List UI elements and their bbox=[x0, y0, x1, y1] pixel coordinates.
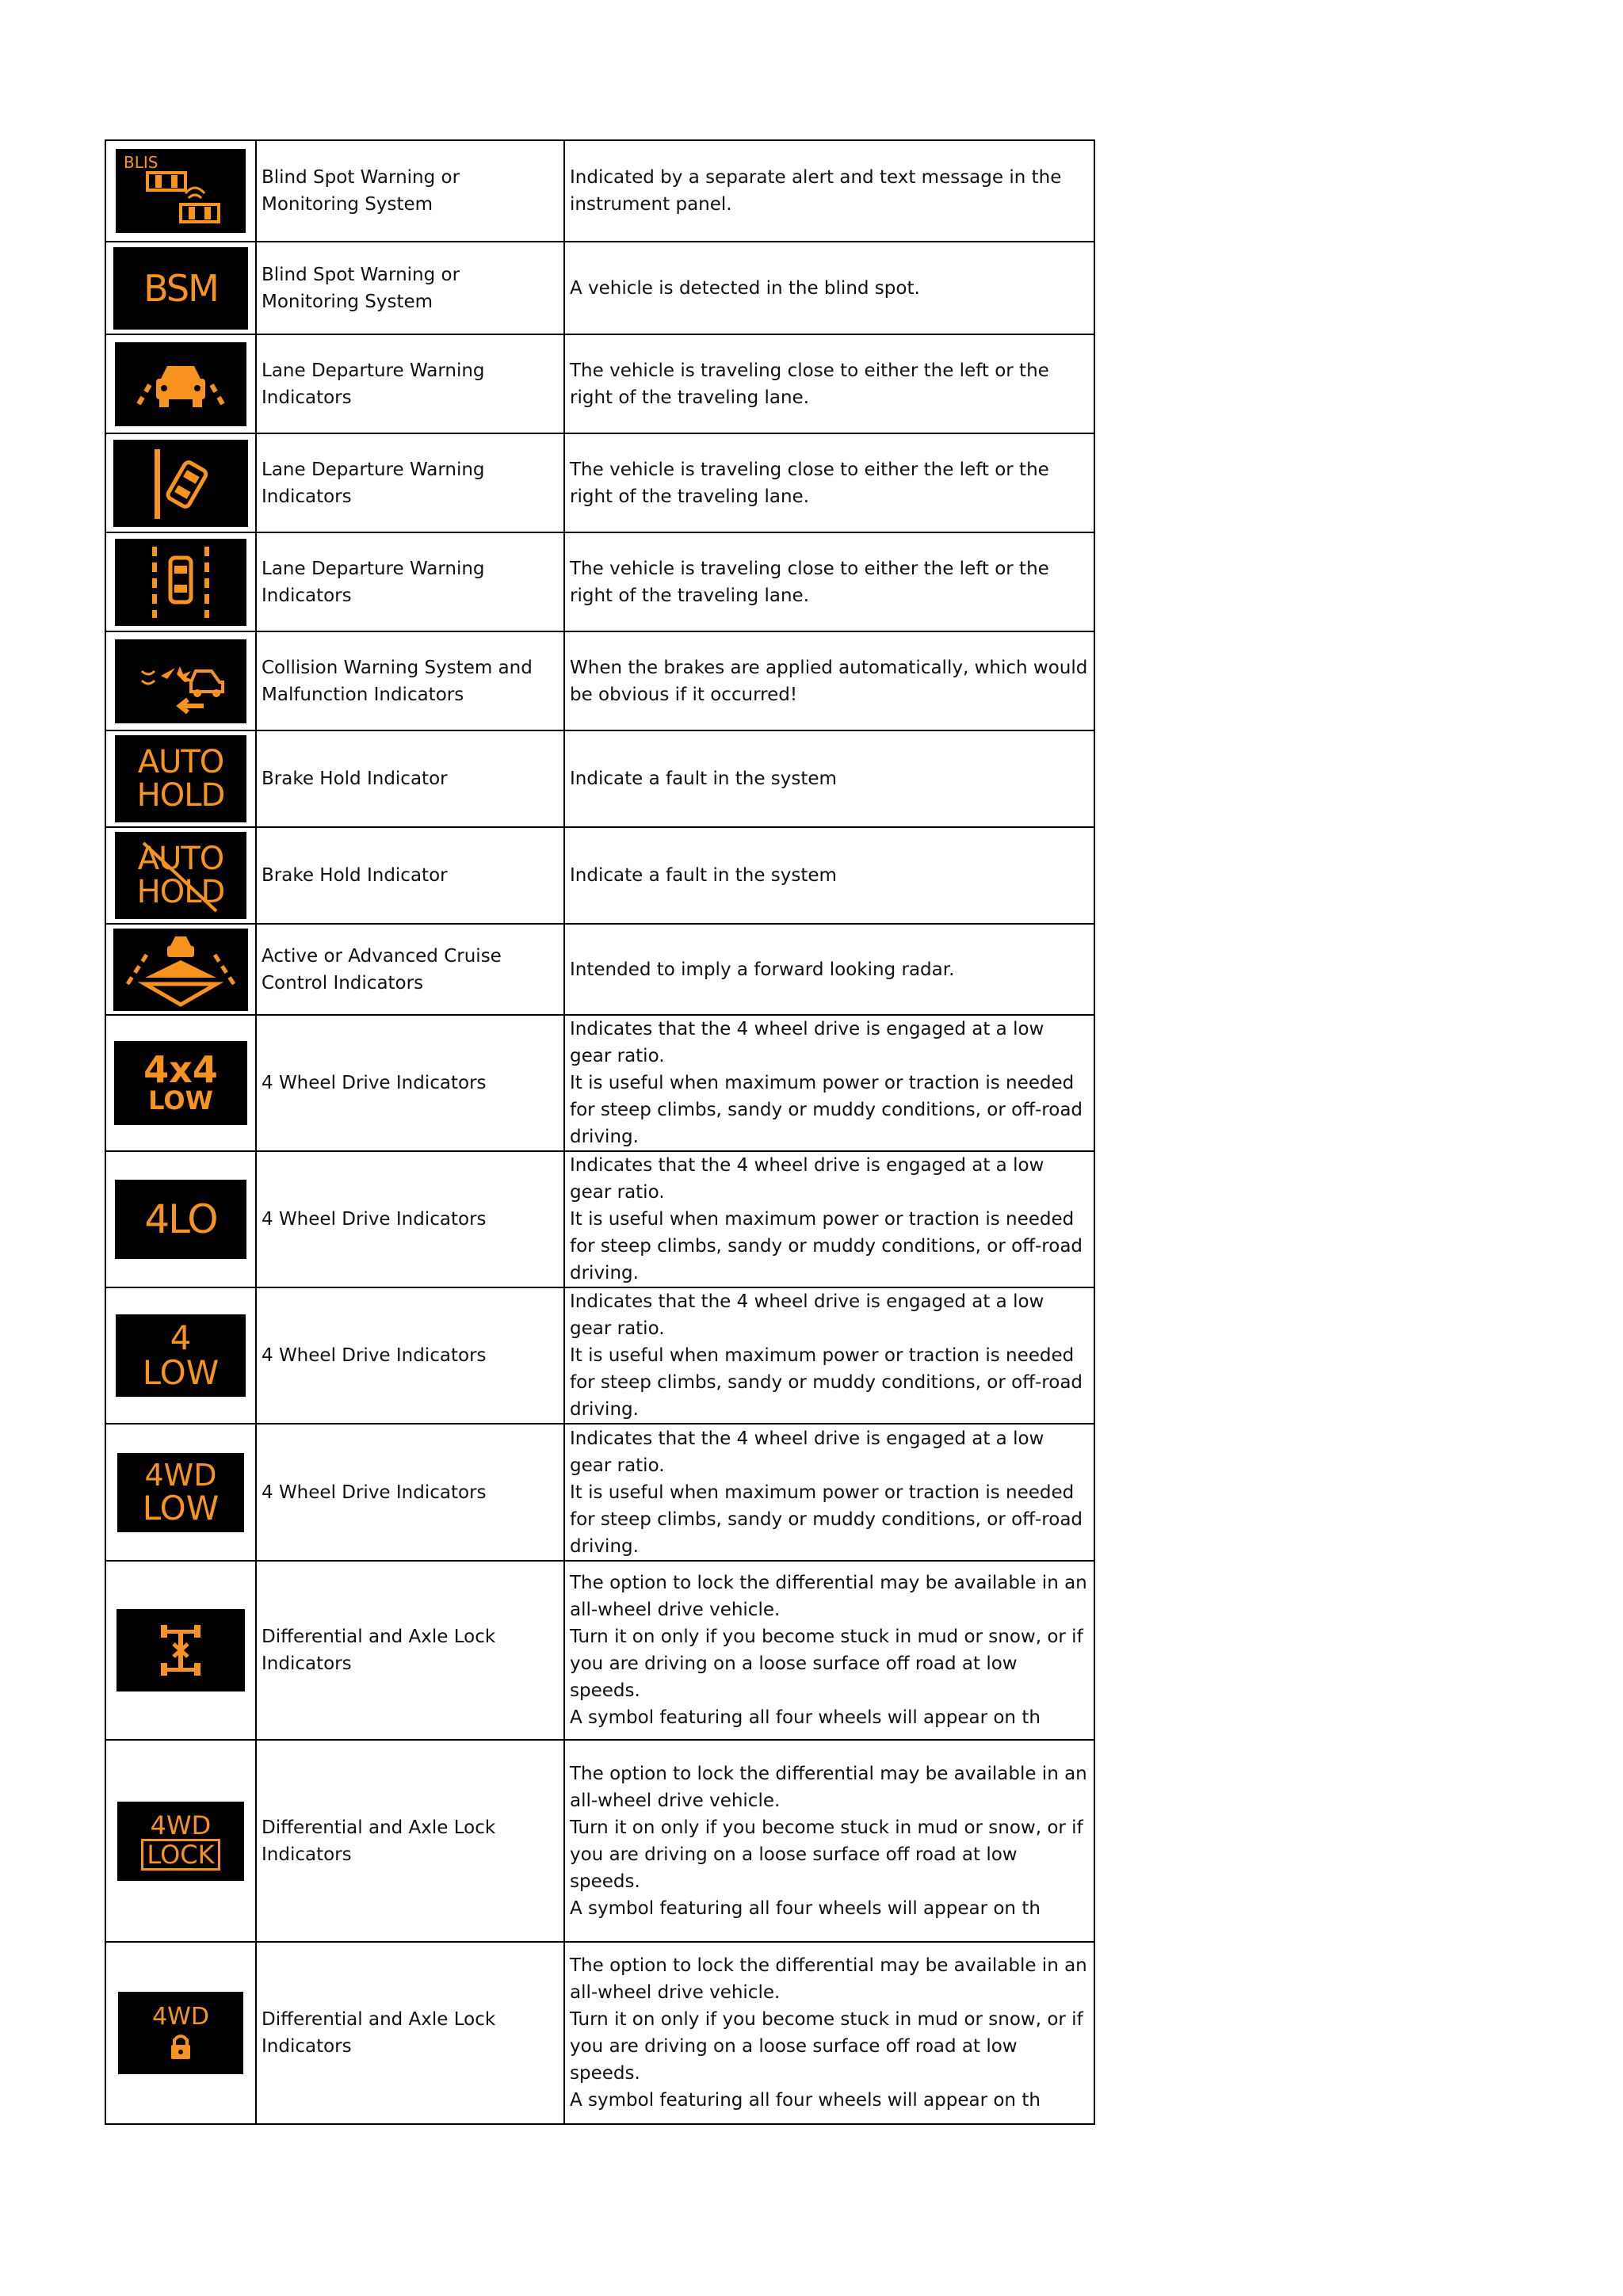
auto-hold-fault-icon bbox=[115, 832, 246, 919]
icon-cell bbox=[105, 140, 256, 242]
lane-departure-car-tilt-icon bbox=[113, 440, 248, 527]
indicator-table bbox=[105, 139, 1095, 2125]
4wd-lock-icon-line2: LOCK bbox=[141, 1839, 220, 1871]
indicator-name: 4 Wheel Drive Indicators bbox=[256, 1151, 564, 1287]
indicator-description: The option to lock the differential may be available in an all-wheel drive vehicle. Turn it on only if you become stuck in mud or snow, or if you are driving on a loose surface off road at low speeds. A symbol featuring all four wheels will appear on th bbox=[564, 1561, 1094, 1740]
indicator-description: The option to lock the differential may be available in an all-wheel drive vehicle. Turn it on only if you become stuck in mud or snow, or if you are driving on a loose surface off road at low speeds. A symbol featuring all four wheels will appear on th bbox=[564, 1942, 1094, 2124]
indicator-description: Indicate a fault in the system bbox=[564, 730, 1094, 827]
auto-hold-fault-icon-line2: HOLD bbox=[136, 874, 225, 910]
indicator-description: The vehicle is traveling close to either the left or the right of the traveling lane. bbox=[564, 334, 1094, 433]
icon-cell bbox=[105, 631, 256, 730]
4wd-lock-icon bbox=[117, 1802, 244, 1881]
icon-cell bbox=[105, 1942, 256, 2124]
table-row bbox=[105, 1151, 1094, 1287]
table-row bbox=[105, 1424, 1094, 1561]
cruise-control-radar-icon bbox=[113, 929, 248, 1011]
icon-cell bbox=[105, 827, 256, 924]
indicator-description: The vehicle is traveling close to either the left or the right of the traveling lane. bbox=[564, 433, 1094, 532]
indicator-name: Active or Advanced Cruise Control Indicators bbox=[256, 924, 564, 1015]
4wd-padlock-icon-label: 4WD bbox=[152, 2003, 209, 2031]
indicator-description: Intended to imply a forward looking radar. bbox=[564, 924, 1094, 1015]
bsm-icon bbox=[113, 247, 248, 330]
icon-cell bbox=[105, 532, 256, 631]
4lo-icon-label: 4LO bbox=[144, 1196, 217, 1242]
auto-hold-icon bbox=[115, 735, 246, 822]
table-row bbox=[105, 1287, 1094, 1424]
blis-icon-label: BLIS bbox=[124, 153, 158, 172]
indicator-description: Indicates that the 4 wheel drive is engaged at a low gear ratio. It is useful when maximum power or traction is needed for steep climbs, sandy or muddy conditions, or off-road driving. bbox=[564, 1424, 1094, 1561]
indicator-name: Collision Warning System and Malfunction Indicators bbox=[256, 631, 564, 730]
table-row bbox=[105, 730, 1094, 827]
table-row bbox=[105, 1561, 1094, 1740]
icon-cell bbox=[105, 1561, 256, 1740]
indicator-name: Differential and Axle Lock Indicators bbox=[256, 1740, 564, 1942]
lane-departure-car-top-icon bbox=[115, 539, 246, 626]
lane-departure-car-front-icon bbox=[115, 342, 246, 426]
4-low-icon-line2: LOW bbox=[142, 1353, 220, 1392]
indicator-description: A vehicle is detected in the blind spot. bbox=[564, 242, 1094, 334]
table-row bbox=[105, 433, 1094, 532]
indicator-description: Indicated by a separate alert and text message in the instrument panel. bbox=[564, 140, 1094, 242]
4wd-padlock-icon bbox=[118, 1992, 243, 2074]
indicator-description: Indicates that the 4 wheel drive is engaged at a low gear ratio. It is useful when maximum power or traction is needed for steep climbs, sandy or muddy conditions, or off-road driving. bbox=[564, 1287, 1094, 1424]
table-row bbox=[105, 140, 1094, 242]
indicator-name: 4 Wheel Drive Indicators bbox=[256, 1287, 564, 1424]
icon-cell bbox=[105, 334, 256, 433]
indicator-name: Brake Hold Indicator bbox=[256, 827, 564, 924]
4lo-icon bbox=[115, 1180, 246, 1259]
indicator-name: Lane Departure Warning Indicators bbox=[256, 532, 564, 631]
4x4-low-icon bbox=[114, 1041, 247, 1125]
table-row bbox=[105, 532, 1094, 631]
indicator-description: Indicate a fault in the system bbox=[564, 827, 1094, 924]
table-row bbox=[105, 1942, 1094, 2124]
table-row bbox=[105, 242, 1094, 334]
4wd-low-icon-line1: 4WD bbox=[144, 1457, 217, 1493]
indicator-name: Blind Spot Warning or Monitoring System bbox=[256, 242, 564, 334]
4x4-low-icon-line2: LOW bbox=[148, 1085, 213, 1116]
4wd-low-icon-line2: LOW bbox=[142, 1488, 220, 1527]
indicator-name: Lane Departure Warning Indicators bbox=[256, 433, 564, 532]
indicator-description: Indicates that the 4 wheel drive is engaged at a low gear ratio. It is useful when maximum power or traction is needed for steep climbs, sandy or muddy conditions, or off-road driving. bbox=[564, 1151, 1094, 1287]
blis-icon bbox=[116, 149, 246, 233]
table-row bbox=[105, 1015, 1094, 1151]
indicator-name: 4 Wheel Drive Indicators bbox=[256, 1424, 564, 1561]
icon-cell bbox=[105, 1287, 256, 1424]
4wd-lock-icon-line1: 4WD bbox=[150, 1810, 212, 1840]
table-row bbox=[105, 827, 1094, 924]
indicator-description: The option to lock the differential may be available in an all-wheel drive vehicle. Turn it on only if you become stuck in mud or snow, or if you are driving on a loose surface off road at low speeds. A symbol featuring all four wheels will appear on th bbox=[564, 1740, 1094, 1942]
4x4-low-icon-line1: 4x4 bbox=[143, 1048, 218, 1091]
indicator-description: The vehicle is traveling close to either the left or the right of the traveling lane. bbox=[564, 532, 1094, 631]
4-low-icon-line1: 4 bbox=[170, 1318, 192, 1357]
table-row bbox=[105, 334, 1094, 433]
bsm-icon-label: BSM bbox=[143, 266, 218, 310]
4-low-icon bbox=[116, 1314, 246, 1397]
indicator-description: When the brakes are applied automatically, which would be obvious if it occurred! bbox=[564, 631, 1094, 730]
indicator-name: Lane Departure Warning Indicators bbox=[256, 334, 564, 433]
icon-cell bbox=[105, 242, 256, 334]
icon-cell bbox=[105, 924, 256, 1015]
indicator-description: Indicates that the 4 wheel drive is engaged at a low gear ratio. It is useful when maximum power or traction is needed for steep climbs, sandy or muddy conditions, or off-road driving. bbox=[564, 1015, 1094, 1151]
table-row bbox=[105, 1740, 1094, 1942]
auto-hold-icon-line2: HOLD bbox=[136, 777, 225, 814]
auto-hold-fault-icon-line1: AUTO bbox=[137, 841, 224, 877]
padlock-icon bbox=[165, 2031, 197, 2062]
collision-warning-icon bbox=[115, 639, 246, 723]
axle-lock-icon bbox=[116, 1609, 245, 1691]
icon-cell bbox=[105, 730, 256, 827]
4wd-low-icon bbox=[117, 1453, 244, 1532]
indicator-name: 4 Wheel Drive Indicators bbox=[256, 1015, 564, 1151]
table-row bbox=[105, 924, 1094, 1015]
icon-cell bbox=[105, 433, 256, 532]
icon-cell bbox=[105, 1740, 256, 1942]
icon-cell bbox=[105, 1015, 256, 1151]
indicator-name: Brake Hold Indicator bbox=[256, 730, 564, 827]
indicator-name: Differential and Axle Lock Indicators bbox=[256, 1561, 564, 1740]
indicator-name: Blind Spot Warning or Monitoring System bbox=[256, 140, 564, 242]
icon-cell bbox=[105, 1151, 256, 1287]
auto-hold-icon-line1: AUTO bbox=[137, 744, 224, 780]
indicator-name: Differential and Axle Lock Indicators bbox=[256, 1942, 564, 2124]
table-row bbox=[105, 631, 1094, 730]
icon-cell bbox=[105, 1424, 256, 1561]
